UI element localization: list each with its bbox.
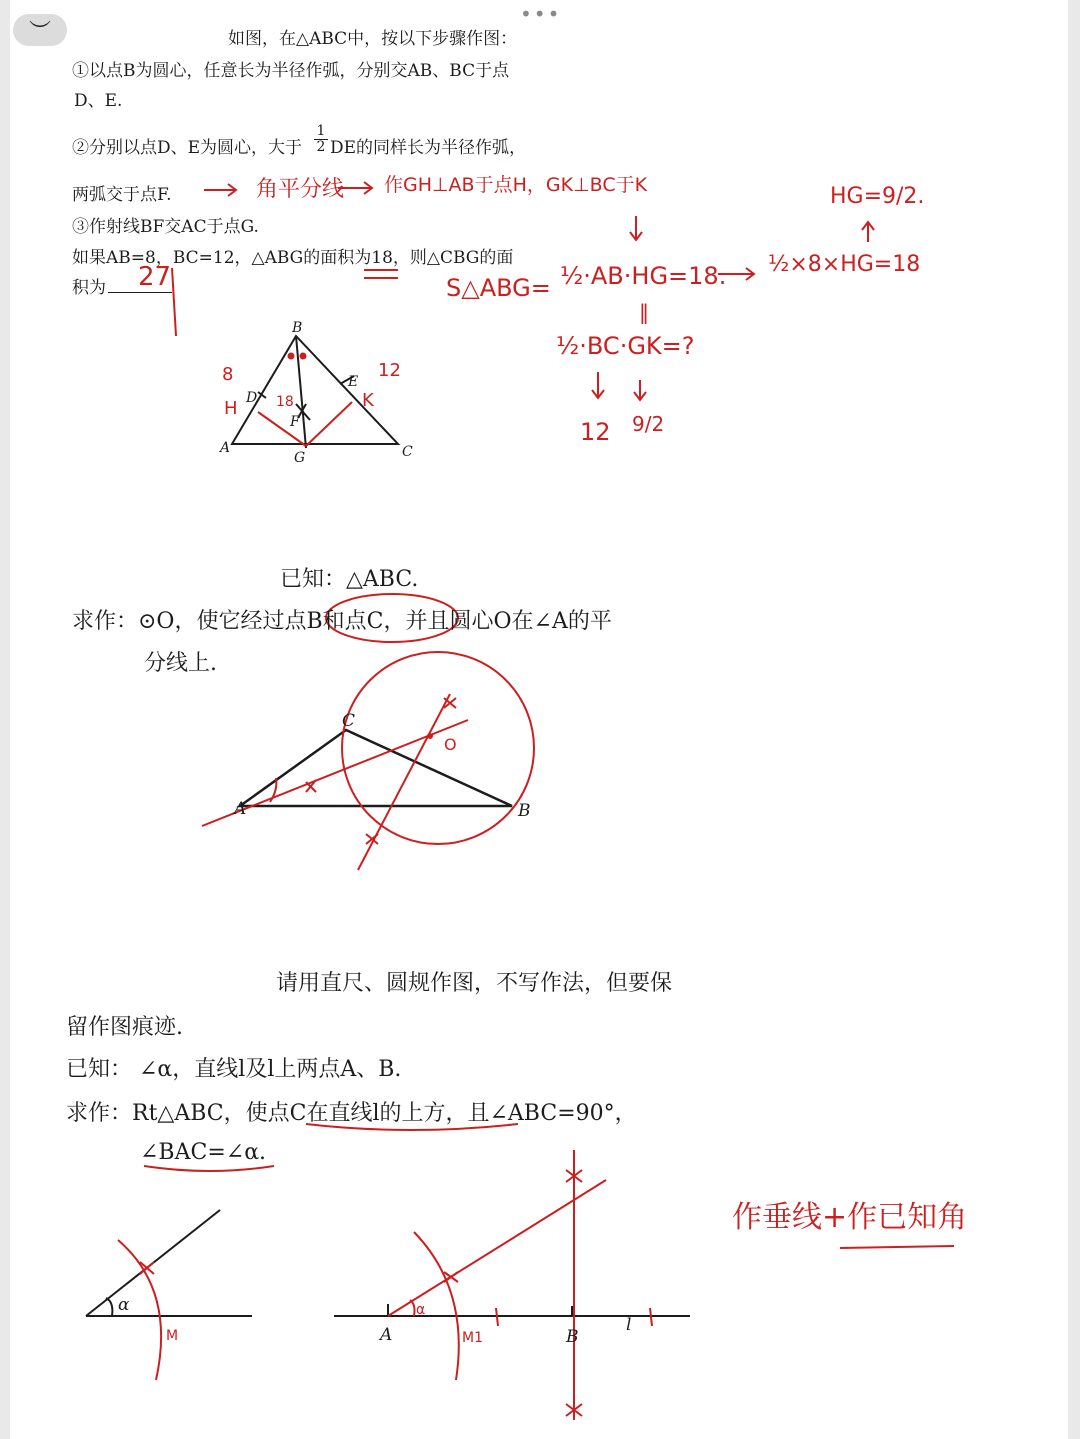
label-k: K (362, 390, 374, 411)
label-12: 12 (378, 360, 401, 381)
p3-fig-labels (118, 1295, 631, 1347)
underline-note (840, 1246, 954, 1248)
answer-stroke (172, 268, 176, 336)
label-a2: A (234, 799, 247, 819)
label-c2: C (342, 711, 356, 731)
p1-line3: D、E. (74, 91, 123, 111)
label-b: B (292, 320, 303, 336)
arrow-down-icon (634, 380, 646, 400)
label-alpha: α (118, 1295, 130, 1315)
angle-mark-1 (289, 354, 294, 359)
label-a3: A (380, 1325, 393, 1345)
note-val92: 9/2 (632, 412, 665, 436)
p3-line2: 留作图痕迹. (66, 1015, 183, 1040)
p1-answer: 27 (138, 262, 172, 292)
label-l: l (626, 1315, 632, 1335)
circle-o (342, 652, 534, 844)
more-options-icon[interactable]: ••• (520, 2, 562, 26)
p1-line4b: DE的同样长为半径作弧， (330, 138, 527, 158)
label-a: A (220, 440, 231, 456)
underline-bac (144, 1166, 274, 1171)
frac-num: 1 (316, 123, 326, 139)
p1-line7: 如果AB=8，BC=12，△ABG的面积为18，则△CBG的面 (72, 248, 514, 268)
p3-line3: 已知： ∠α，直线l及l上两点A、B. (66, 1057, 402, 1082)
p3-fig-red-labels (166, 1302, 483, 1346)
arrow-right-icon (204, 184, 236, 196)
label-g: G (294, 450, 306, 466)
note-arrow-eq: ½×8×HG=18 (768, 252, 921, 277)
p1-line2: ①以点B为圆心，任意长为半径作弧，分别交AB、BC于点 (72, 61, 510, 81)
arrow-right-icon (718, 268, 754, 280)
note-eq-sign: ‖ (639, 300, 649, 324)
p2-red (202, 594, 534, 870)
p1-line4a: ②分别以点D、E为圆心，大于 (72, 138, 303, 158)
frac-den: 2 (314, 139, 328, 155)
arrow-up-icon (862, 222, 874, 242)
label-alpha2: α (416, 1302, 426, 1318)
label-m1: M1 (462, 1330, 483, 1346)
note-angle-bisector: 角平分线 (256, 177, 345, 202)
label-e: E (348, 374, 359, 390)
p2-task2: 分线上. (144, 651, 217, 676)
ray-bf (296, 336, 306, 448)
tick-mark (650, 1308, 652, 1326)
p1-line5: 两弧交于点F. (72, 185, 172, 205)
label-18: 18 (276, 394, 294, 410)
cross-mark (444, 1272, 458, 1282)
chevron-down-icon: ︶ (28, 19, 51, 45)
tick-mark (496, 1308, 498, 1326)
angle-mark-2 (301, 354, 306, 359)
label-o: O (444, 735, 457, 754)
p1-line6: ③作射线BF交AC于点G. (72, 217, 259, 237)
note-area-eq: S△ABG= (446, 274, 551, 302)
p3-line4: 求作：Rt△ABC，使点C在直线l的上方，且∠ABC=90°， (66, 1101, 637, 1126)
arrow-right-icon (338, 182, 372, 194)
arrow-down-icon (630, 216, 642, 240)
note-half-bc-gk: ½·BC·GK=? (556, 332, 695, 360)
line-gk (306, 402, 352, 446)
arrow-down-icon (592, 372, 604, 398)
label-b2: B (518, 801, 531, 821)
underline-area (364, 270, 398, 278)
p3-figure (86, 1210, 690, 1316)
p2-task1: 求作：⊙O，使它经过点B和点C，并且圆心O在∠A的平 (72, 609, 612, 634)
label-8: 8 (222, 364, 234, 385)
p3-note: 作垂线+作已知角 (732, 1200, 968, 1235)
p1-line1: 如图，在△ABC中，按以下步骤作图： (228, 29, 518, 49)
note-construct: 作GH⊥AB于点H，GK⊥BC于K (384, 174, 648, 196)
p2-given: 已知：△ABC. (280, 567, 419, 592)
label-f: F (290, 414, 300, 430)
alpha-arc (106, 1298, 112, 1316)
p3-line5: ∠BAC=∠α. (140, 1140, 267, 1165)
note-val12: 12 (580, 418, 611, 446)
label-m: M (166, 1328, 179, 1344)
p3-line1: 请用直尺、圆规作图，不写作法，但要保 (276, 971, 673, 996)
label-d: D (246, 390, 258, 406)
p2-fig-labels (232, 711, 531, 821)
p3-red (118, 1124, 954, 1420)
center-dot (428, 734, 432, 738)
note-half-ab-hg: ½·AB·HG=18. (560, 262, 727, 290)
p1-line8: 积为 (72, 278, 106, 298)
label-b3: B (566, 1327, 579, 1347)
note-hg-result: HG=9/2. (830, 184, 925, 209)
label-h: H (224, 398, 238, 419)
label-c: C (402, 444, 413, 460)
